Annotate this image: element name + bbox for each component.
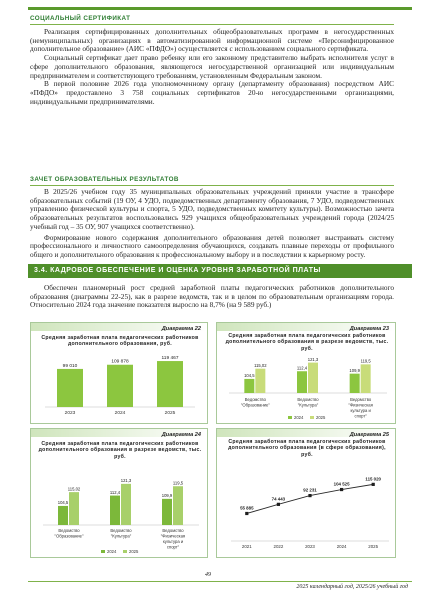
heading-social-certificate: СОЦИАЛЬНЫЙ СЕРТИФИКАТ: [30, 15, 131, 22]
tick-label: 2023: [305, 544, 315, 549]
bar: [255, 369, 265, 393]
tick-label: "Физическая: [348, 402, 373, 408]
heading-rule: [30, 185, 394, 186]
tick-label: 2023: [64, 411, 76, 416]
results-text: [30, 188, 394, 260]
bar: [297, 371, 307, 393]
diagram-23: [216, 322, 396, 424]
diagram-25: [216, 428, 396, 558]
tick-label: Ведомство: [58, 528, 80, 533]
data-label: 115,02: [254, 362, 267, 368]
bar: [110, 496, 120, 525]
tick-label: Ведомство: [162, 528, 184, 533]
chart-title: Средняя заработная плата педагогических работников дополнительного образования в разрезе ведомств, тыс. руб.: [225, 333, 389, 352]
chart-d24: [31, 429, 208, 558]
data-label: 112,4: [296, 365, 308, 371]
tick-label: Ведомство: [297, 397, 319, 402]
paragraph: В 2025/26 учебном году 35 муниципальных образовательных учреждений приняли участие в трансфере образовательных событий (19 ОУ, 4 УДО, подведомственных департаменту образования, 7 УДО, подведомственных управлению физической культуры и спорта, 5 УДО, подведомственных комитету культуры). Возможностью зачета образовательных результатов воспользовались 929 учащихся общеобразовательных учреждений города (2024/25 учебный год – 35 ОУ, 907 учащихся соответственно).: [30, 187, 394, 231]
legend-swatch: [310, 416, 314, 419]
data-point: [277, 503, 280, 506]
bar: [69, 492, 79, 525]
paragraph: Формирование нового содержания дополнительного образования детей позволяет выстраивать систему профессионального и личностного самоопределения обучающихся, создавать плавные переходы от профильного общего и дополнительного образования к профессиональному выбору и в последствии к карьерному росту.: [30, 232, 394, 259]
bar: [173, 486, 183, 525]
diagram-22: [30, 322, 208, 424]
data-label: 109,9: [349, 367, 360, 373]
diagram-24: [30, 428, 208, 558]
legend-swatch: [288, 416, 292, 419]
bar: [57, 369, 83, 407]
diagram-label: Диаграмма 25: [349, 432, 389, 438]
tick-label: спорт": [166, 544, 180, 550]
legend-label: 2025: [316, 415, 326, 420]
diagram-label: Диаграмма 24: [161, 432, 201, 438]
footer-rule: [28, 581, 412, 582]
tick-label: 2024: [114, 411, 126, 416]
tick-label: 2021: [241, 544, 252, 549]
legend-swatch: [123, 550, 127, 553]
heading-rule: [30, 24, 394, 25]
data-label: 74 443: [271, 496, 286, 502]
bar: [58, 506, 68, 525]
legend-swatch: [101, 550, 105, 553]
data-label: 55 885: [240, 505, 254, 511]
bar: [308, 363, 318, 393]
tick-label: 2025: [368, 544, 379, 549]
legend-label: 2024: [294, 415, 304, 420]
legend-label: 2025: [129, 549, 139, 554]
diagram-label: Диаграмма 22: [161, 326, 201, 332]
data-label: 119 467: [161, 356, 179, 362]
data-label: 119,5: [172, 480, 184, 486]
tick-label: "Образование": [54, 533, 84, 539]
data-point: [372, 483, 375, 486]
paragraph: Социальный сертификат дает право ребенку или его законному представителю выбрать исполнителя услуг в сфере дополнительного образования, являющегося негосударственной организацией или индивидуальным предпринимателем и соответствующего требованиям, установленным Федеральным законом.: [30, 53, 394, 80]
band-title: 3.4. КАДРОВОЕ ОБЕСПЕЧЕНИЕ И ОЦЕНКА УРОВНЯ ЗАРАБОТНОЙ ПЛАТЫ: [34, 267, 321, 274]
social-cert-text: [30, 28, 394, 106]
data-label: 104,5: [244, 373, 255, 379]
legend-label: 2024: [107, 549, 117, 554]
chart-title: Средняя заработная плата педагогических работников дополнительного образования, руб.: [41, 335, 199, 348]
bar: [244, 379, 254, 393]
data-label: 104 525: [333, 481, 350, 487]
section-band-staffing: [28, 264, 412, 278]
bar: [162, 499, 172, 525]
chart-d25: [217, 429, 396, 558]
chart-d23: [217, 323, 396, 424]
data-label: 121,3: [120, 478, 132, 484]
paragraph: Обеспечен планомерный рост средней заработной платы педагогических работников дополнительного образования (диаграммы 22-25), как в разрезе ведомств, так и в целом по образовательным организациям города. Относительно 2024 года значение показателя выросло на 8,7% (на 9 589 руб.): [30, 283, 394, 310]
diagram-label: Диаграмма 23: [349, 326, 389, 332]
bar: [107, 365, 133, 407]
bar: [350, 374, 360, 393]
data-label: 119,5: [360, 358, 371, 364]
tick-label: "Культура": [110, 533, 132, 539]
tick-label: спорт": [354, 413, 367, 419]
data-label: 92 231: [303, 487, 317, 493]
footer-caption: 2025 календарный год, 2025/26 учебный год: [296, 584, 408, 590]
data-label: 109 878: [111, 359, 129, 365]
data-label: 104,5: [57, 500, 69, 506]
bar: [157, 361, 183, 407]
tick-label: "Физическая: [160, 533, 186, 539]
chart-title: Средняя заработная плата педагогических работников дополнительного образования в разрезе ведомств, тыс. руб.: [38, 441, 202, 460]
data-label: 99 010: [62, 363, 78, 369]
tick-label: Ведомство: [110, 528, 132, 533]
data-point: [245, 512, 248, 515]
chart-title: Средняя заработная плата педагогических работников дополнительного образования (в сфере образования), руб.: [228, 439, 386, 458]
bar: [361, 364, 371, 393]
tick-label: 2025: [164, 411, 176, 416]
tick-label: 2022: [273, 544, 284, 549]
data-label: 109,9: [161, 493, 173, 499]
bar: [121, 484, 131, 525]
data-point: [340, 488, 343, 491]
paragraph: В первой половине 2026 года уполномоченному органу (департаменту образования) посредством АИС «ПФДО» предоставлено 3 758 социальных сертификатов 20-ю негосударственными организациями, индивидуальными предпринимателями.: [30, 79, 394, 106]
page-number: 49: [205, 572, 211, 578]
tick-label: культура и: [162, 539, 184, 544]
paragraph: Реализация сертифицированных дополнительных общеобразовательных программ в негосударственных (немуниципальных) организациях в автоматизированной информационной системе «Персонифицированное дополнительное образование» (АИС «ПФДО») осуществляется с использованием социального сертификата.: [30, 27, 394, 54]
data-label: 112,4: [109, 489, 121, 495]
tick-label: "Образование": [240, 402, 270, 408]
data-label: 121,3: [307, 356, 319, 362]
staffing-text: [30, 284, 394, 310]
heading-results: ЗАЧЕТ ОБРАЗОВАТЕЛЬНЫХ РЕЗУЛЬТАТОВ: [30, 176, 179, 183]
chart-d22: [31, 323, 208, 424]
tick-label: Ведомство: [350, 397, 372, 402]
data-label: 115 020: [365, 476, 382, 482]
tick-label: 2024: [336, 544, 347, 549]
tick-label: "Культура": [297, 402, 319, 408]
tick-label: Ведомство: [244, 397, 266, 402]
top-accent-bar: [28, 7, 412, 10]
tick-label: культура и: [350, 408, 371, 413]
data-point: [308, 494, 311, 497]
data-label: 115,02: [67, 486, 81, 492]
